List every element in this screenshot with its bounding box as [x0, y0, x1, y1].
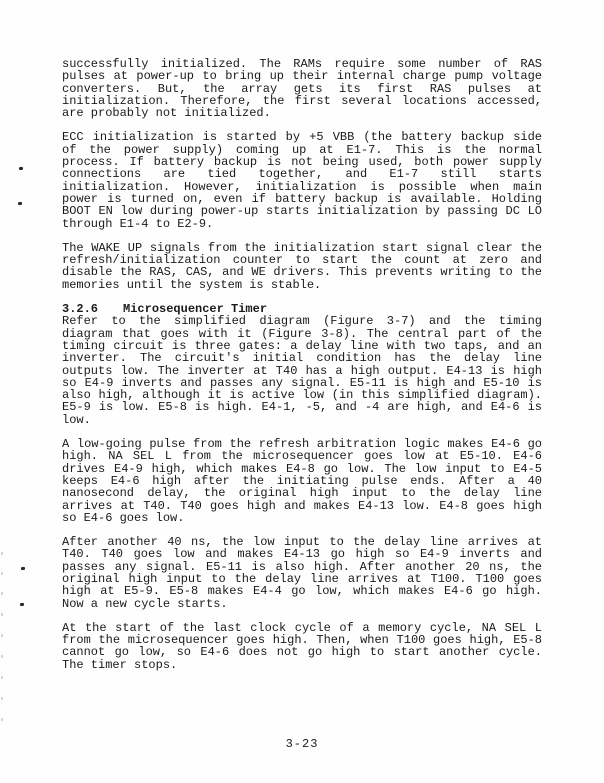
text-line: Now a new cycle starts. — [62, 596, 228, 611]
text-line: high. NA SEL L from the microsequencer goes low at E5-10. E4-6 — [62, 449, 542, 464]
paragraph — [62, 438, 542, 524]
text-line: so E4-6 goes low. — [62, 510, 185, 525]
text-line: At the start of the last clock cycle of a memory cycle, NA SEL L — [62, 620, 542, 635]
text-line: cannot go low, so E4-6 does not go high to start another cycle. — [62, 645, 542, 660]
text-line: connections are tied together, and E1-7 still starts — [62, 167, 542, 182]
scan-speck — [20, 603, 24, 607]
scan-speck — [18, 202, 22, 206]
text-line: E5-9 is low. E5-8 is high. E4-1, -5, and -4 are high, and E4-6 is — [62, 400, 542, 415]
text-line: outputs low. The inverter at T40 has a high output. E4-13 is high — [62, 363, 542, 378]
text-line: timing circuit is three gates: a delay line with two taps, and an — [62, 338, 542, 353]
text-line: arrives at T40. T40 goes high and makes E4-13 low. E4-8 goes high — [62, 498, 542, 513]
text-line: refresh/initialization counter to start the count at zero and — [62, 253, 542, 268]
scan-edge-mark — [1, 592, 3, 595]
text-line: Refer to the simplified diagram (Figure 3-7) and the timing — [62, 314, 542, 329]
scan-edge-mark — [1, 697, 3, 700]
scan-speck — [21, 567, 25, 571]
section-number: 3.2.6 — [62, 302, 99, 317]
text-line: pulses at power-up to bring up their internal charge pump voltage — [62, 69, 542, 84]
paragraph — [62, 315, 542, 426]
text-line: low. — [62, 412, 91, 427]
text-line: diagram that goes with it (Figure 3-8). The central part of the — [62, 326, 542, 341]
text-line: from the microsequencer goes high. Then, when T100 goes high, E5-8 — [62, 633, 542, 648]
text-line: also high, although it is active low (in this simplified diagram). — [62, 388, 542, 403]
text-line: initialization. However, initialization is possible when main — [62, 179, 542, 194]
text-line: of the power supply) coming up at E1-7. This is the normal — [62, 142, 542, 157]
text-line: memories until the system is stable. — [62, 277, 322, 292]
text-line: ECC initialization is started by +5 VBB (the battery backup side — [62, 130, 542, 145]
text-block — [62, 58, 542, 683]
scan-edge-mark — [1, 552, 3, 555]
paragraph — [62, 622, 542, 671]
text-line: The timer stops. — [62, 657, 178, 672]
page-number: 3-23 — [285, 737, 319, 751]
text-line: T40. T40 goes low and makes E4-13 go high so E4-9 inverts and — [62, 547, 542, 562]
scan-speck — [19, 167, 23, 171]
scan-edge-mark — [1, 572, 3, 575]
text-line: After another 40 ns, the low input to the delay line arrives at — [62, 535, 542, 550]
scan-edge-mark — [1, 655, 3, 658]
paragraph — [62, 131, 542, 229]
paragraph — [62, 536, 542, 610]
text-line: disable the RAS, CAS, and WE drivers. This prevents writing to the — [62, 265, 542, 280]
text-line: converters. But, the array gets its first RAS pulses at — [62, 81, 542, 96]
text-line: successfully initialized. The RAMs require some number of RAS — [62, 57, 542, 71]
scan-edge-mark — [1, 634, 3, 637]
text-line: power is turned on, even if battery backup is available. Holding — [62, 191, 542, 206]
paragraph — [62, 58, 542, 119]
text-line: original high input to the delay line arrives at T100. T100 goes — [62, 571, 542, 586]
scan-edge-mark — [1, 718, 3, 721]
text-line: through E1-4 to E2-9. — [62, 216, 214, 231]
text-line: high at E5-9. E5-8 makes E4-4 go low, which makes E4-6 go high. — [62, 584, 542, 599]
scan-edge-mark — [1, 613, 3, 616]
text-line: BOOT EN low during power-up starts initialization by passing DC LO — [62, 204, 542, 219]
scan-edge-mark — [1, 676, 3, 679]
text-line: process. If battery backup is not being used, both power supply — [62, 155, 542, 170]
text-line: are probably not initialized. — [62, 106, 271, 121]
text-line: The WAKE UP signals from the initialization start signal clear the — [62, 240, 542, 255]
text-line: A low-going pulse from the refresh arbitration logic makes E4-6 go — [62, 437, 542, 452]
section-title: Microsequencer Timer — [123, 302, 268, 317]
text-line: so E4-9 inverts and passes any signal. E5-11 is high and E5-10 is — [62, 375, 542, 390]
text-line: inverter. The circuit's initial condition has the delay line — [62, 351, 542, 366]
text-line: nanosecond delay, the original high input to the delay line — [62, 486, 542, 501]
paragraph — [62, 242, 542, 291]
text-line: passes any signal. E5-11 is also high. After another 20 ns, the — [62, 559, 542, 574]
text-line: drives E4-9 high, which makes E4-8 go low. The low input to E4-5 — [62, 461, 542, 476]
text-line: initialization. Therefore, the first several locations accessed, — [62, 93, 542, 108]
text-line: keeps E4-6 high after the initiating pulse ends. After a 40 — [62, 473, 542, 488]
